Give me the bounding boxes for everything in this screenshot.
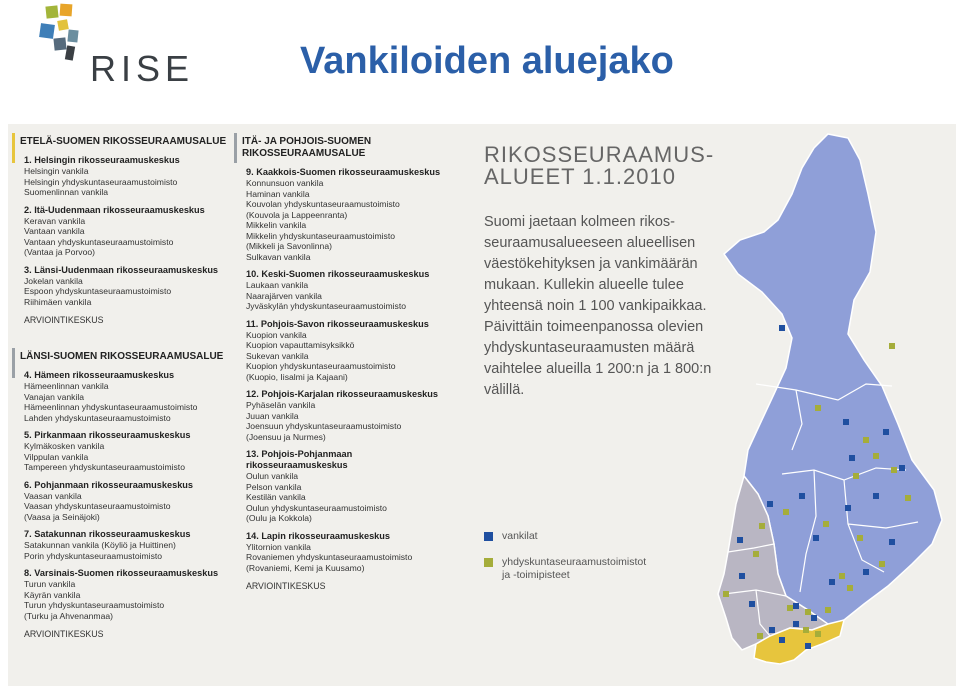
center-unit: Kuopion vankila [246,329,307,340]
prison-marker-icon [799,493,805,499]
map-panel [456,124,956,686]
community-office-marker-icon [753,551,759,557]
prison-marker-icon [484,532,493,541]
logo-text: RISE [90,48,195,89]
community-office-marker-icon [723,591,729,597]
center-unit: (Kuopio, Iisalmi ja Kajaani) [246,371,348,382]
prison-marker-icon [739,573,745,579]
center-unit: Espoon yhdyskuntaseuraamustoimisto [24,286,172,296]
prison-marker-icon [843,419,849,425]
center-unit: Kestilän vankila [246,492,306,502]
center-unit: Oulun yhdyskuntaseuraamustoimisto [246,502,387,513]
center-block [246,269,456,312]
center-unit: Jokelan vankila [24,275,83,286]
center-unit: Riihimäen vankila [24,296,92,307]
center-block [24,155,230,198]
legend-prisons [484,530,538,543]
prison-marker-icon [805,643,811,649]
arviointikeskus-west: ARVIOINTIKESKUS [24,629,104,639]
center-title: 2. Itä-Uudenmaan rikosseuraamuskeskus [24,204,205,215]
center-unit: Juuan vankila [246,410,299,421]
center-unit: Hämeenlinnan yhdyskuntaseuraamustoimisto [24,402,198,412]
community-office-marker-icon [484,558,493,567]
prison-marker-icon [767,501,773,507]
community-office-marker-icon [863,437,869,443]
east-centers-list [230,167,456,573]
community-office-marker-icon [857,535,863,541]
center-unit: Haminan vankila [246,188,310,199]
community-office-marker-icon [815,631,821,637]
area-heading-east: ITÄ- JA POHJOIS-SUOMEN RIKOSSEURAAMUSALUE [234,136,456,160]
center-unit: Naarajärven vankila [246,290,322,301]
center-unit: Pyhäselän vankila [246,400,316,410]
map-description-line: vaihtelee alueilla 1 200:n ja 1 800:n [484,361,712,377]
prison-marker-icon [849,455,855,461]
prison-marker-icon [779,325,785,331]
center-unit: Lahden yhdyskuntaseuraamustoimisto [24,412,171,423]
map-description-line: välillä. [484,382,525,398]
community-office-marker-icon [905,495,911,501]
center-block [24,370,230,423]
community-office-marker-icon [839,573,845,579]
prison-marker-icon [845,505,851,511]
community-office-marker-icon [873,453,879,459]
center-unit: Konnunsuon vankila [246,178,324,188]
center-unit: Sukevan vankila [246,350,309,361]
community-office-marker-icon [815,405,821,411]
rise-logo [38,2,195,89]
center-title: 10. Keski-Suomen rikosseuraamuskeskus [246,269,430,279]
center-unit: (Mikkeli ja Savonlinna) [246,241,332,251]
center-unit: Mikkelin yhdyskuntaseuraamustoimisto [246,230,396,241]
community-office-marker-icon [803,627,809,633]
center-unit: Rovaniemen yhdyskuntaseuraamustoimisto [246,552,413,562]
area-heading-west: LÄNSI-SUOMEN RIKOSSEURAAMUSALUE [12,351,230,363]
center-unit: Helsingin yhdyskuntaseuraamustoimisto [24,176,178,187]
prison-marker-icon [873,493,879,499]
map-description-line: väestökehityksen ja vankimäärän [484,256,698,272]
center-unit: Pelson vankila [246,481,302,492]
center-block [24,480,230,523]
center-block [24,205,230,258]
center-unit: Helsingin vankila [24,166,89,176]
community-office-marker-icon [787,605,793,611]
prison-marker-icon [737,537,743,543]
community-office-marker-icon [783,509,789,515]
center-unit: Porin yhdyskuntaseuraamustoimisto [24,550,163,561]
center-title: 12. Pohjois-Karjalan rikosseuraamuskeskus [246,389,439,399]
prison-marker-icon [793,603,799,609]
page-title: Vankiloiden aluejako [300,40,674,82]
legend-prisons-label: vankilat [502,530,538,542]
center-unit: (Oulu ja Kokkola) [246,513,312,523]
center-unit: Satakunnan vankila (Köyliö ja Huittinen) [24,540,176,550]
center-block [24,529,230,561]
prison-marker-icon [793,621,799,627]
center-unit: Kuopion vapauttamisyksikkö [246,340,355,350]
map-description-line: Suomi jaetaan kolmeen rikos- [484,214,676,230]
legend-community-offices-label: ja -toimipisteet [502,569,570,581]
east-column [230,124,456,686]
prison-marker-icon [863,569,869,575]
prison-marker-icon [813,535,819,541]
center-block [246,531,456,574]
center-unit: Turun yhdyskuntaseuraamustoimisto [24,600,165,610]
center-unit: Ylitornion vankila [246,541,311,552]
center-unit: Vilppulan vankila [24,451,89,462]
center-unit: Vantaan vankila [24,226,85,236]
map-description-line: seuraamusalueeseen alueellisen [484,235,696,251]
center-unit: Sulkavan vankila [246,251,311,262]
south-centers-list [8,155,230,307]
center-unit: (Vantaa ja Porvoo) [24,247,96,257]
arviointikeskus-south: ARVIOINTIKESKUS [24,315,104,325]
community-office-marker-icon [891,467,897,473]
community-office-marker-icon [879,561,885,567]
center-block [24,265,230,308]
prison-marker-icon [829,579,835,585]
center-title: 14. Lapin rikosseuraamuskeskus [246,530,391,541]
center-unit: Kuopion yhdyskuntaseuraamustoimisto [246,361,396,371]
map-description-line: yhteensä noin 1 100 vankipaikkaa. [484,298,707,314]
center-title: 7. Satakunnan rikosseuraamuskeskus [24,529,191,539]
center-unit: Vantaan yhdyskuntaseuraamustoimisto [24,236,174,247]
center-unit: (Rovaniemi, Kemi ja Kuusamo) [246,562,365,573]
map-heading-line: RIKOSSEURAAMUS- [484,142,715,167]
center-unit: Joensuun yhdyskuntaseuraamustoimisto [246,421,402,431]
center-title: 5. Pirkanmaan rikosseuraamuskeskus [24,430,191,440]
center-unit: (Turku ja Ahvenanmaa) [24,610,114,621]
center-unit: Vanajan vankila [24,391,85,402]
center-title: 4. Hämeen rikosseuraamuskeskus [24,370,175,380]
center-unit: Vaasan yhdyskuntaseuraamustoimisto [24,501,171,511]
center-block [24,568,230,621]
community-office-marker-icon [847,585,853,591]
center-title: 8. Varsinais-Suomen rikosseuraamuskeskus [24,568,219,578]
center-unit: Keravan vankila [24,215,86,226]
community-office-marker-icon [823,521,829,527]
prison-marker-icon [883,429,889,435]
map-heading-line: ALUEET 1.1.2010 [484,164,676,189]
center-unit: Kylmäkosken vankila [24,441,105,451]
community-office-marker-icon [825,607,831,613]
center-title: 6. Pohjanmaan rikosseuraamuskeskus [24,479,194,490]
community-office-marker-icon [757,633,763,639]
community-office-marker-icon [853,473,859,479]
legend-community-offices-label: yhdyskuntaseuraamustoimistot [502,556,647,568]
center-unit: Oulun vankila [246,471,299,481]
center-unit: Hämeenlinnan vankila [24,381,109,391]
center-unit: Käyrän vankila [24,589,81,600]
center-block [246,167,456,262]
center-unit: Turun vankila [24,579,76,589]
community-office-marker-icon [759,523,765,529]
center-unit: Suomenlinnan vankila [24,187,109,197]
center-title: 11. Pohjois-Savon rikosseuraamuskeskus [246,318,429,329]
area-heading-south: ETELÄ-SUOMEN RIKOSSEURAAMUSALUE [12,136,230,148]
prison-marker-icon [899,465,905,471]
center-block [246,389,456,442]
center-title: 1. Helsingin rikosseuraamuskeskus [24,155,180,165]
prison-marker-icon [811,615,817,621]
center-unit: Tampereen yhdyskuntaseuraamustoimisto [24,462,185,472]
center-block [24,430,230,473]
map-description-line: yhdyskuntaseuraamusten määrä [484,340,695,356]
center-title: 13. Pohjois-Pohjanmaan rikosseuraamuskeskus [246,449,353,470]
west-centers-list [8,370,230,621]
center-unit: (Vaasa ja Seinäjoki) [24,511,100,522]
center-unit: (Kouvola ja Lappeenranta) [246,209,348,220]
center-unit: Mikkelin vankila [246,220,307,230]
scanned-figure [8,124,956,686]
center-title: 9. Kaakkois-Suomen rikosseuraamuskeskus [246,167,441,177]
prison-marker-icon [889,539,895,545]
south-west-column [8,124,230,686]
center-block [246,449,456,524]
legend-community-offices [484,556,646,582]
map-description [484,212,754,401]
center-title: 3. Länsi-Uudenmaan rikosseuraamuskeskus [24,264,219,275]
center-block [246,319,456,383]
map-description-line: mukaan. Kullekin alueelle tulee [484,277,684,293]
finland-region-map [456,124,956,686]
prison-marker-icon [769,627,775,633]
center-unit: Jyväskylän yhdyskuntaseuraamustoimisto [246,301,407,311]
arviointikeskus-east: ARVIOINTIKESKUS [246,581,326,591]
center-unit: Kouvolan yhdyskuntaseuraamustoimisto [246,199,400,209]
prison-marker-icon [749,601,755,607]
center-unit: (Joensuu ja Nurmes) [246,431,326,442]
prison-marker-icon [779,637,785,643]
community-office-marker-icon [805,609,811,615]
center-unit: Laukaan vankila [246,280,309,290]
map-description-line: Päivittäin toimeenpanossa olevien [484,319,704,335]
map-heading [484,144,714,188]
community-office-marker-icon [889,343,895,349]
center-unit: Vaasan vankila [24,490,82,501]
